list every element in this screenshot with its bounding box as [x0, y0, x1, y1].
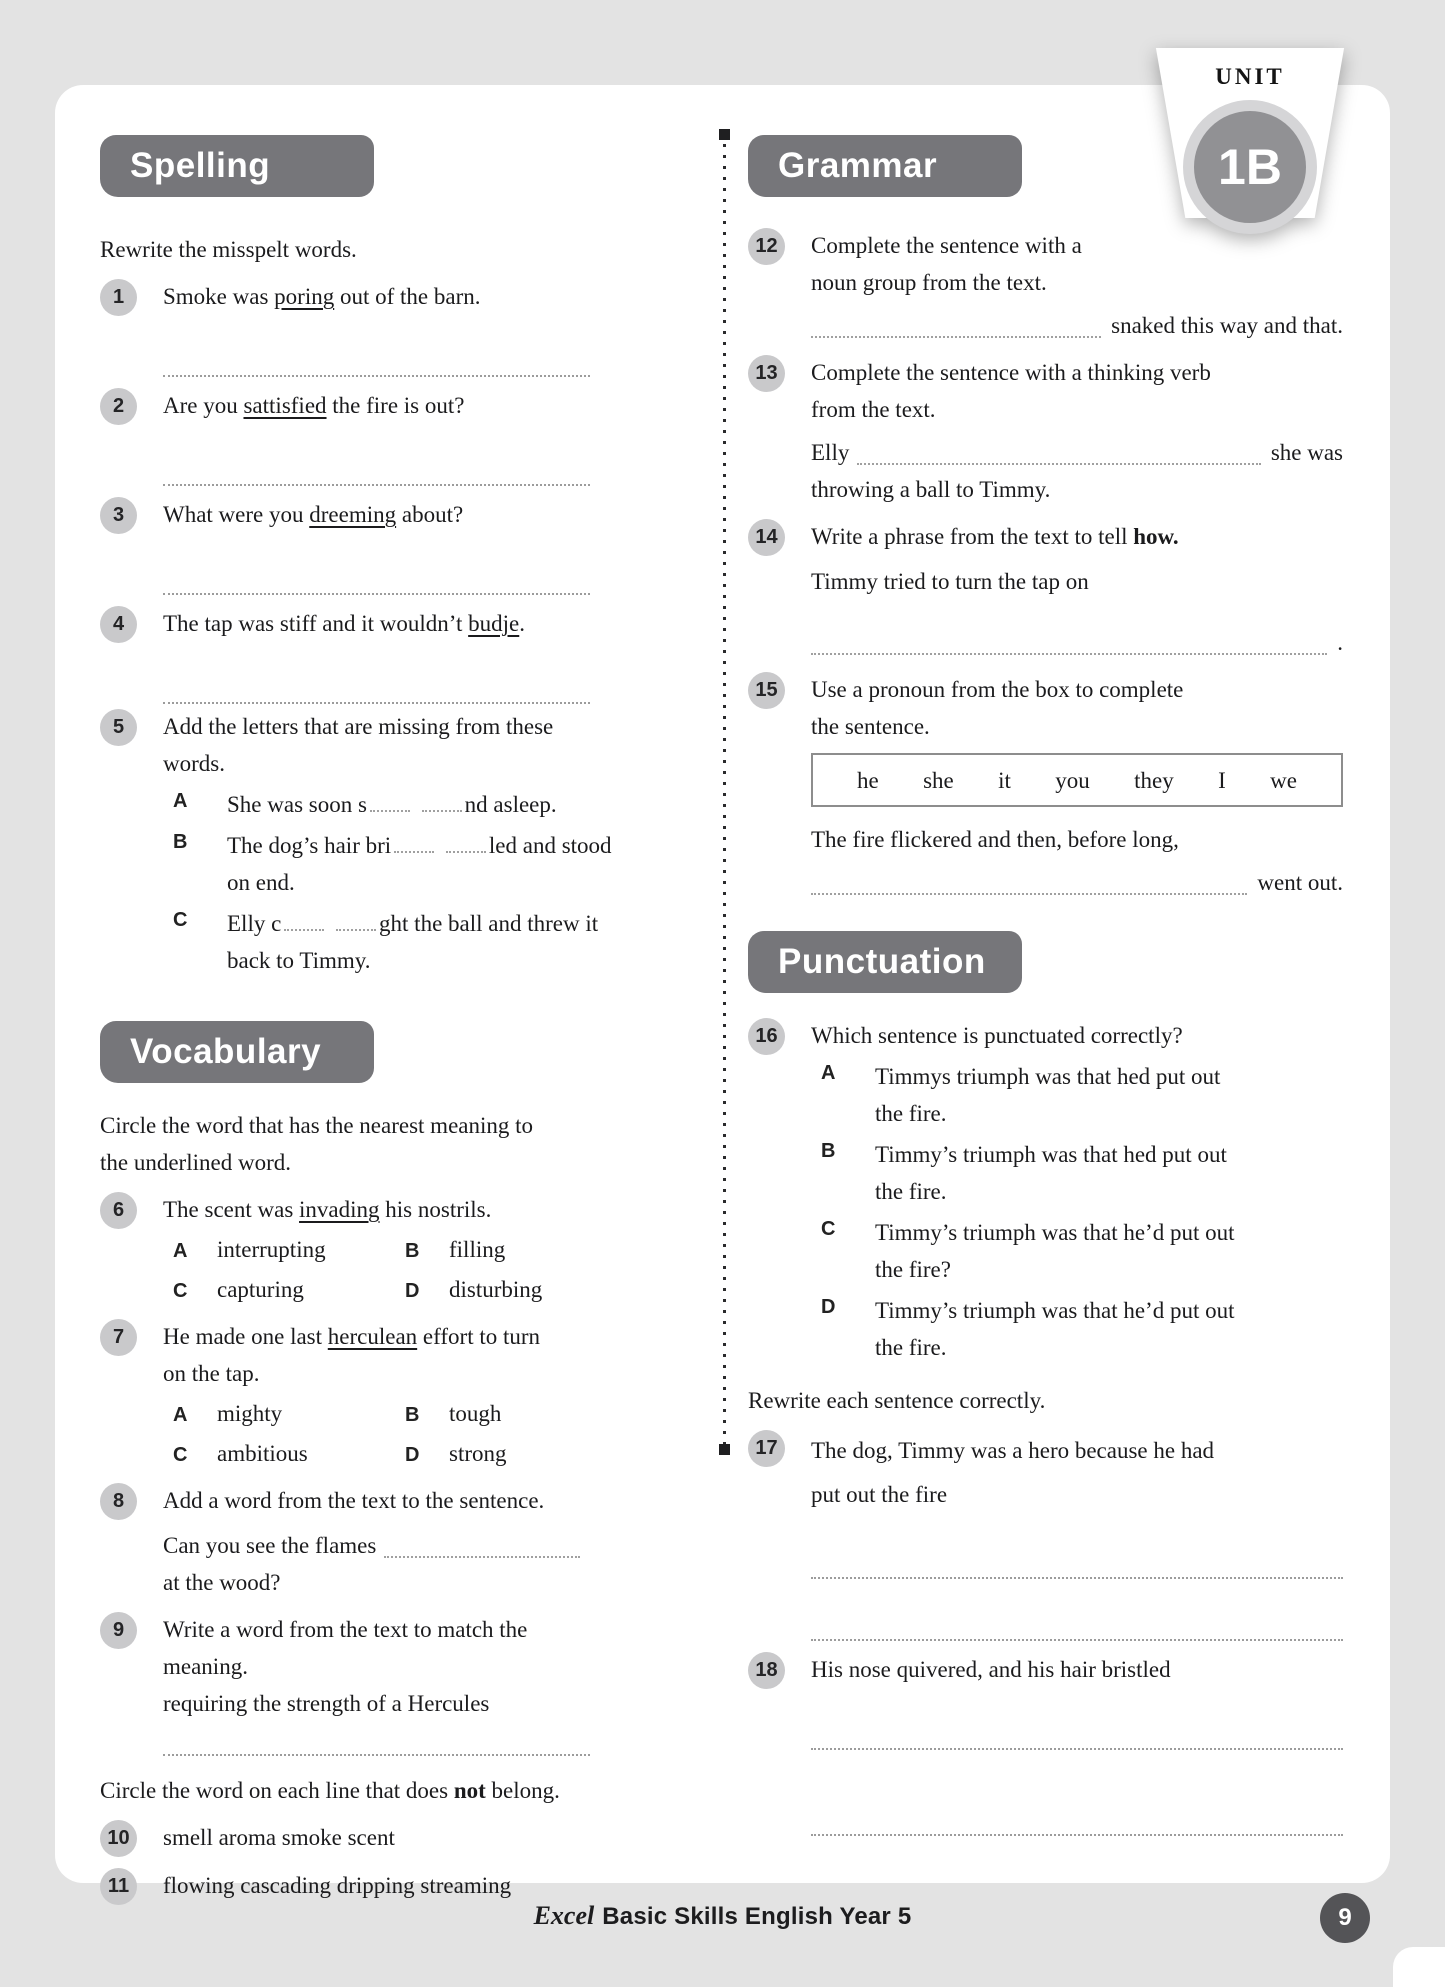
option-text	[875, 1214, 1343, 1288]
text-run	[437, 833, 443, 858]
answer-line[interactable]	[163, 591, 590, 595]
question-number: 9	[100, 1612, 137, 1649]
question-number: 17	[748, 1430, 785, 1467]
text-run: the fire is out?	[326, 393, 465, 418]
question-text	[163, 1482, 590, 1519]
pronoun-box	[811, 753, 1343, 807]
question-text	[811, 563, 1343, 600]
option-letter: B	[405, 1404, 420, 1426]
text-run: Elly	[811, 440, 850, 465]
text-run: the underlined word.	[100, 1150, 291, 1175]
option-text	[875, 1136, 1343, 1210]
text-run: noun group from the text.	[811, 270, 1047, 295]
text-run: snaked this way and that.	[1111, 313, 1343, 338]
unit-code-circle	[1183, 100, 1317, 234]
option-letter: A	[173, 1404, 188, 1426]
text-run: Timmys triumph was that hed put out	[875, 1064, 1221, 1089]
section-header-label: Spelling	[130, 146, 271, 185]
bold-word: how.	[1133, 524, 1179, 549]
question-text	[163, 1191, 590, 1228]
text-run: she was	[1270, 440, 1343, 465]
text-run: Complete the sentence with a	[811, 233, 1082, 258]
question-number: 18	[748, 1652, 785, 1689]
question-4	[100, 605, 590, 704]
option-B	[405, 1395, 501, 1432]
pronoun-word: we	[1270, 767, 1297, 793]
question-text	[163, 1685, 590, 1722]
text-run	[413, 792, 419, 817]
option-D	[811, 1292, 1343, 1366]
option-text	[227, 786, 590, 823]
text-run: The tap was stiff and it wouldn’t	[163, 611, 469, 636]
text-run: Are you	[163, 393, 244, 418]
question-text	[811, 1651, 1343, 1688]
text-run: led and stood	[488, 833, 612, 858]
question-text	[811, 624, 1343, 661]
pronoun-word: I	[1218, 767, 1226, 793]
left-column	[100, 85, 612, 1905]
question-text	[163, 496, 590, 533]
question-text	[811, 434, 1343, 471]
options-row	[163, 1271, 590, 1308]
text-run: Elly c	[227, 911, 282, 936]
text-run: from the text.	[811, 397, 936, 422]
text-run: meaning.	[163, 1654, 248, 1679]
option-A	[173, 1395, 405, 1432]
text-run: ght the ball and threw it	[379, 911, 599, 936]
text-run: the fire.	[875, 1335, 947, 1360]
page-number-badge	[1320, 1893, 1370, 1943]
option-word: filling	[449, 1237, 506, 1262]
answer-line[interactable]	[163, 373, 590, 377]
question-10	[100, 1819, 590, 1857]
option-letter: D	[405, 1444, 420, 1466]
question-number: 5	[100, 709, 137, 746]
text-run: What were you	[163, 502, 310, 527]
option-word: disturbing	[449, 1277, 543, 1302]
underlined-word: herculean	[327, 1324, 418, 1349]
text-run: Write a word from the text to match the	[163, 1617, 528, 1642]
question-text	[163, 1564, 590, 1601]
text-run: Add the letters that are missing from these	[163, 714, 554, 739]
option-word: tough	[449, 1401, 502, 1426]
option-word: ambitious	[217, 1441, 308, 1466]
text-run: put out the fire	[811, 1482, 948, 1507]
page-corner	[1393, 1947, 1445, 1987]
question-text	[811, 1429, 1343, 1517]
text-run: at the wood?	[163, 1570, 281, 1595]
question-14	[748, 518, 1343, 661]
unit-label: UNIT	[1215, 64, 1285, 89]
text-run: Which sentence is punctuated correctly?	[811, 1023, 1183, 1048]
worksheet-page	[55, 85, 1390, 1898]
options-row	[163, 1395, 590, 1432]
question-number: 10	[100, 1820, 137, 1857]
question-text	[811, 821, 1343, 858]
section-header-label: Vocabulary	[130, 1032, 322, 1071]
option-text	[227, 905, 598, 979]
option-C	[163, 905, 599, 979]
text-run: effort to turn	[417, 1324, 541, 1349]
option-letter: A	[821, 1062, 836, 1084]
text-run: the fire.	[875, 1179, 947, 1204]
text-run: Circle the word on each line that does	[100, 1778, 454, 1803]
option-letter: B	[405, 1240, 420, 1262]
option-text	[875, 1292, 1343, 1366]
question-9	[100, 1611, 590, 1756]
answer-line[interactable]	[811, 1746, 1343, 1750]
right-column	[748, 85, 1343, 1836]
question-number: 11	[100, 1868, 137, 1905]
option-C	[173, 1271, 405, 1308]
question-1	[100, 278, 590, 377]
option-letter: C	[173, 909, 188, 931]
text-run: back to Timmy.	[227, 948, 371, 973]
option-letter: D	[821, 1296, 836, 1318]
question-text	[163, 278, 590, 315]
option-A	[163, 786, 590, 823]
option-C	[811, 1214, 1343, 1288]
answer-blank[interactable]	[284, 914, 324, 931]
answer-blank[interactable]	[446, 836, 486, 853]
question-text	[163, 1867, 590, 1904]
question-number: 15	[748, 672, 785, 709]
option-word: strong	[449, 1441, 507, 1466]
text-run: words.	[163, 751, 225, 776]
option-letter: D	[405, 1280, 420, 1302]
text-run: Rewrite the misspelt words.	[100, 237, 357, 262]
text-run: flowing cascading dripping streaming	[163, 1873, 512, 1898]
question-number: 12	[748, 228, 785, 265]
answer-line[interactable]	[163, 482, 590, 486]
page-number: 9	[1338, 1904, 1352, 1931]
question-number: 4	[100, 606, 137, 643]
option-letter: C	[173, 1444, 188, 1466]
question-17	[748, 1429, 1343, 1641]
question-text	[811, 307, 1343, 344]
options-row	[163, 1231, 590, 1268]
option-text	[227, 827, 612, 901]
text-run: Timmy’s triumph was that he’d put out	[875, 1298, 1235, 1323]
option-A	[811, 1058, 1343, 1132]
answer-blank[interactable]	[384, 1541, 580, 1558]
answer-blank[interactable]	[336, 914, 376, 931]
text-run	[327, 911, 333, 936]
question-number: 6	[100, 1192, 137, 1229]
text-run: nd asleep.	[464, 792, 557, 817]
text-run: his nostrils.	[379, 1197, 492, 1222]
text-run: Complete the sentence with a thinking verb	[811, 360, 1211, 385]
option-word: capturing	[217, 1277, 304, 1302]
text-run: She was soon s	[227, 792, 367, 817]
option-B	[811, 1136, 1343, 1210]
text-run: the fire.	[875, 1101, 947, 1126]
footer	[55, 1901, 1390, 1931]
option-text	[875, 1058, 1343, 1132]
question-11	[100, 1867, 590, 1905]
pronoun-word: it	[998, 767, 1011, 793]
text-run: out of the barn.	[334, 284, 481, 309]
question-12	[748, 227, 1343, 344]
section-header-vocabulary	[100, 1021, 374, 1083]
question-text	[163, 1318, 590, 1392]
text-run: Timmy tried to turn the tap on	[811, 569, 1089, 594]
option-letter: B	[821, 1140, 836, 1162]
option-D	[405, 1435, 507, 1472]
answer-line[interactable]	[163, 700, 590, 704]
text-run: throwing a ball to Timmy.	[811, 477, 1051, 502]
answer-blank[interactable]	[394, 836, 434, 853]
text-run: His nose quivered, and his hair bristled	[811, 1657, 1171, 1682]
question-text	[811, 354, 1343, 428]
question-text	[811, 1017, 1343, 1054]
text-run: on the tap.	[163, 1361, 260, 1386]
option-word: mighty	[217, 1401, 283, 1426]
question-text	[163, 1819, 590, 1856]
question-number: 2	[100, 388, 137, 425]
option-letter: C	[173, 1280, 188, 1302]
section-header-label: Punctuation	[778, 942, 986, 981]
text-run: Smoke was	[163, 284, 275, 309]
text-run: belong.	[485, 1778, 560, 1803]
instruction	[100, 1772, 590, 1809]
underlined-word: sattisfied	[243, 393, 327, 418]
text-run: smell aroma smoke scent	[163, 1825, 395, 1850]
section-header-spelling	[100, 135, 374, 197]
text-run: The fire flickered and then, before long,	[811, 827, 1179, 852]
question-7	[100, 1318, 590, 1472]
option-C	[173, 1435, 405, 1472]
answer-line[interactable]	[811, 1637, 1343, 1641]
question-5	[100, 708, 612, 979]
answer-blank[interactable]	[857, 448, 1260, 465]
text-run: The dog’s hair bri	[227, 833, 392, 858]
question-text	[811, 864, 1343, 901]
instruction	[100, 1107, 590, 1181]
option-letter: A	[173, 1240, 188, 1262]
text-run: Write a phrase from the text to tell	[811, 524, 1134, 549]
text-run: requiring the strength of a Hercules	[163, 1691, 490, 1716]
pronoun-word: he	[857, 767, 879, 793]
question-13	[748, 354, 1343, 508]
column-divider	[723, 133, 726, 1453]
bold-word: not	[453, 1778, 486, 1803]
option-letter: C	[821, 1218, 836, 1240]
text-run: .	[519, 611, 525, 636]
option-B	[405, 1231, 505, 1268]
text-run: Timmy’s triumph was that hed put out	[875, 1142, 1227, 1167]
answer-blank[interactable]	[811, 638, 1327, 655]
unit-code: 1B	[1218, 139, 1282, 195]
question-number: 14	[748, 519, 785, 556]
pronoun-word: she	[923, 767, 954, 793]
question-text	[811, 471, 1343, 508]
text-run: Circle the word that has the nearest meaning to	[100, 1113, 534, 1138]
question-text	[811, 227, 1343, 301]
question-6	[100, 1191, 590, 1308]
text-run: Use a pronoun from the box to complete	[811, 677, 1184, 702]
text-run: the sentence.	[811, 714, 930, 739]
option-letter: A	[173, 790, 188, 812]
question-text	[163, 605, 590, 642]
question-8	[100, 1482, 590, 1601]
question-text	[811, 518, 1343, 555]
text-run: .	[1337, 630, 1343, 655]
unit-badge	[1152, 48, 1348, 218]
question-text	[163, 387, 590, 424]
answer-line[interactable]	[163, 1752, 590, 1756]
question-text	[811, 671, 1343, 745]
question-number: 16	[748, 1018, 785, 1055]
text-run: The scent was	[163, 1197, 300, 1222]
text-run: Add a word from the text to the sentence.	[163, 1488, 545, 1513]
question-18	[748, 1651, 1343, 1836]
underlined-word: budje	[468, 611, 520, 636]
question-15	[748, 671, 1343, 901]
option-B	[163, 827, 612, 901]
question-text	[163, 708, 590, 782]
instruction	[748, 1382, 1343, 1419]
option-D	[405, 1271, 542, 1308]
text-run: on end.	[227, 870, 295, 895]
pronoun-word: you	[1055, 767, 1090, 793]
footer-title: Basic Skills English Year 5	[602, 1903, 912, 1930]
answer-blank[interactable]	[370, 795, 410, 812]
option-A	[173, 1231, 405, 1268]
question-3	[100, 496, 590, 595]
text-run: Can you see the flames	[163, 1533, 377, 1558]
question-16	[748, 1017, 1343, 1366]
answer-blank[interactable]	[811, 321, 1101, 338]
text-run: went out.	[1257, 870, 1343, 895]
underlined-word: poring	[274, 284, 335, 309]
answer-blank[interactable]	[811, 878, 1247, 895]
answer-line[interactable]	[811, 1575, 1343, 1579]
question-text	[163, 1611, 590, 1685]
instruction	[100, 231, 590, 268]
pronoun-word: they	[1134, 767, 1174, 793]
text-run: the fire?	[875, 1257, 951, 1282]
question-text	[163, 1527, 590, 1564]
section-header-grammar	[748, 135, 1022, 197]
section-header-punctuation	[748, 931, 1022, 993]
question-number: 8	[100, 1483, 137, 1520]
question-2	[100, 387, 590, 486]
text-run: Timmy’s triumph was that he’d put out	[875, 1220, 1235, 1245]
question-number: 7	[100, 1319, 137, 1356]
answer-blank[interactable]	[422, 795, 462, 812]
answer-line[interactable]	[811, 1832, 1343, 1836]
section-header-label: Grammar	[778, 146, 938, 185]
option-letter: B	[173, 831, 188, 853]
question-number: 3	[100, 497, 137, 534]
underlined-word: dreeming	[309, 502, 397, 527]
text-run: about?	[396, 502, 464, 527]
question-number: 13	[748, 355, 785, 392]
footer-series: Excel	[533, 1901, 595, 1930]
text-run: The dog, Timmy was a hero because he had	[811, 1438, 1215, 1463]
option-word: interrupting	[217, 1237, 326, 1262]
text-run: He made one last	[163, 1324, 328, 1349]
question-number: 1	[100, 279, 137, 316]
options-row	[163, 1435, 590, 1472]
text-run: Rewrite each sentence correctly.	[748, 1388, 1046, 1413]
underlined-word: invading	[299, 1197, 380, 1222]
